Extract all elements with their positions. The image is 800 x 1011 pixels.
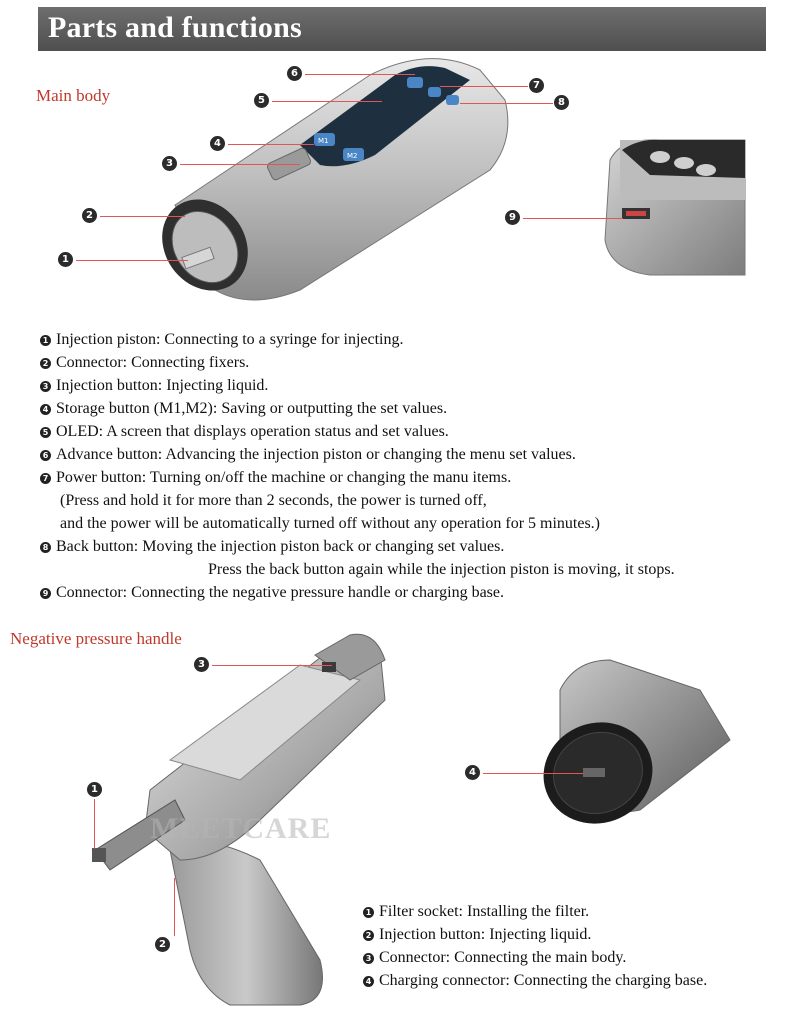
callout-badge-4: 4 [465,765,480,780]
list-item: 9 Connector: Connecting the negative pressure handle or charging base. [40,581,675,604]
handle-parts-list [363,900,707,992]
callout-badge-7: 7 [529,78,544,93]
svg-text:M1: M1 [318,137,329,145]
callout-badge-9: 9 [505,210,520,225]
page-title: Parts and functions [48,11,302,44]
list-item: 2 Injection button: Injecting liquid. [363,923,707,946]
callout-badge-3: 3 [194,657,209,672]
list-item: 4 Charging connector: Connecting the charging base. [363,969,707,992]
callout-badge-1: 1 [87,782,102,797]
list-item-continuation: Press the back button again while the injection piston is moving, it stops. [208,561,675,578]
list-item: 6 Advance button: Advancing the injection piston or changing the menu set values. [40,443,675,466]
svg-text:M2: M2 [347,152,358,160]
list-item: 3 Injection button: Injecting liquid. [40,374,675,397]
callout-leader [212,665,332,666]
list-item: 2 Connector: Connecting fixers. [40,351,675,374]
watermark-text: MEETCARE [150,812,332,845]
list-item: 3 Connector: Connecting the main body. [363,946,707,969]
main-body-title: Main body [36,86,111,105]
callout-badge-8: 8 [554,95,569,110]
list-item: 7 Power button: Turning on/off the machine or changing the manu items. [40,466,675,489]
callout-badge-1: 1 [58,252,73,267]
list-item: 8 Back button: Moving the injection piston back or changing set values. [40,535,675,558]
list-item: 1 Injection piston: Connecting to a syringe for injecting. [40,328,675,351]
callout-badge-5: 5 [254,93,269,108]
callout-badge-4: 4 [210,136,225,151]
list-item: 1 Filter socket: Installing the filter. [363,900,707,923]
callout-badge-6: 6 [287,66,302,81]
list-item-continuation: and the power will be automatically turned off without any operation for 5 minutes.) [60,515,601,532]
callout-badge-2: 2 [155,937,170,952]
callout-badge-2: 2 [82,208,97,223]
handle-section-title: Negative pressure handle [10,629,182,648]
callout-leader [483,773,583,774]
callout-badge-3: 3 [162,156,177,171]
list-item: 4 Storage button (M1,M2): Saving or outputting the set values. [40,397,675,420]
list-item-continuation: (Press and hold it for more than 2 seconds, the power is turned off, [60,492,487,509]
list-item: 5 OLED: A screen that displays operation status and set values. [40,420,675,443]
callout-leader [174,878,175,936]
callout-leader [94,799,95,849]
